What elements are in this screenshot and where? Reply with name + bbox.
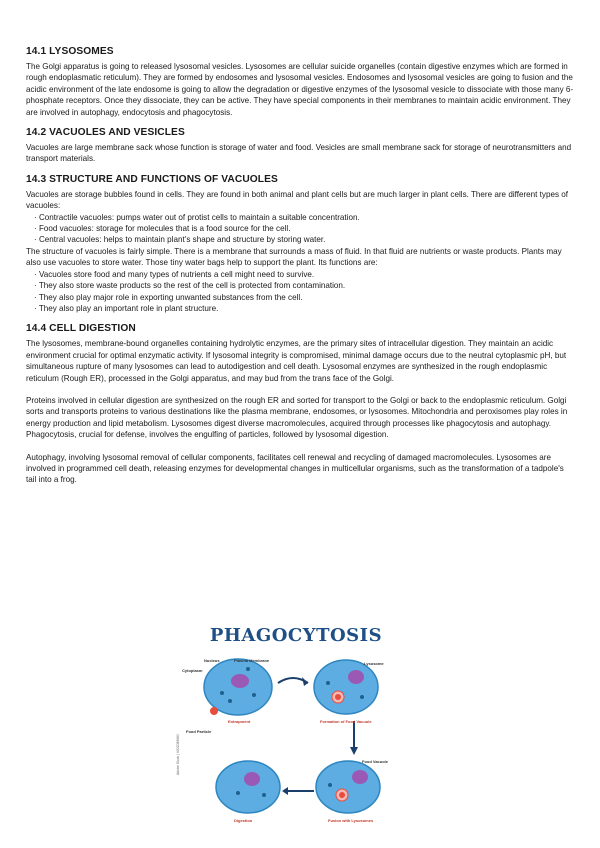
label-nucleus: Nucleus: [204, 658, 220, 663]
list-item: · They also play major role in exporting unwanted substances from the cell.: [34, 292, 576, 303]
section-vacuole-structure: [26, 174, 576, 314]
section-heading: 14.4 CELL DIGESTION: [26, 323, 136, 335]
paragraph: The lysosomes, membrane-bound organelles containing hydrolytic enzymes, are the primary sites of intracellular digestion. They maintain an acidic environment crucial for optimal enzymatic activity. If lysosomal integrity is compromised, minimal damage occurs due to the neutral cytoplasmic pH, but simultaneous rupture of many lysosomes can lead to autodigestion and cell death. Lysosomal enzymes are synthesized in the rough endoplasmic reticulum (Rough ER), processed in the Golgi apparatus, and may bud from the trans face of the Golgi.: [26, 339, 567, 383]
label-cytoplasm: Cytoplasm: [182, 668, 203, 673]
list-item: · Food vacuoles: storage for molecules that is a food source for the cell.: [34, 223, 576, 234]
paragraph: The structure of vacuoles is fairly simple. There is a membrane that surrounds a mass of fluid. In that fluid are nutrients or waste products. Plants may also use vacuoles to store water. Those tiny water bags help to support the plant. Its functions are:: [26, 246, 562, 268]
list-item: · Central vacuoles: helps to maintain plant’s shape and structure by storing water.: [34, 234, 576, 245]
paragraph: Vacuoles are large membrane sack whose function is storage of water and food. Vesicles are small membrane sack for storage of neurotransmitters and transport materials.: [26, 143, 572, 164]
paragraph: The Golgi apparatus is going to released lysosomal vesicles. Lysosomes are cellular suicide organelles (contain digestive enzymes which are formed in rough endoplasmatic reticulum). They are formed by endosomes and lysosomal vesicles. Endosomes and lysosomal vesicles are going to fusion and the acidic environment of the late endosome is going to allow the degradation or digestive enzymes of the lysosomal vesicle to dissociate with those many 6-phosphate receptors. Once they dissociate, they can be active. They have special components in their membranes to maintain acidic environment. They are involved in autophagy, endocytosis and phagocytosis.: [26, 62, 574, 117]
label-plasma-membrane: Plasma Membrane: [234, 658, 270, 663]
section-cell-digestion: [26, 323, 576, 485]
document-page: [26, 46, 576, 495]
section-heading: 14.1 LYSOSOMES: [26, 46, 114, 57]
vacuole-functions-list: [26, 269, 576, 315]
figure-title: PHAGOCYTOSIS: [209, 625, 383, 646]
list-item: · They also play an important role in plant structure.: [34, 303, 576, 314]
label-formation: Formation of Food Vacuole: [320, 719, 372, 724]
list-item: · Vacuoles store food and many types of nutrients a cell might need to survive.: [34, 269, 576, 280]
cell-entrapment: [204, 659, 272, 715]
paragraph: Autophagy, involving lysosomal removal of cellular components, facilitates cell renewal and recycling of damaged macromolecules. Lysosomes are involved in programmed cell death, releasing enzymes for developmental changes in multicellular organisms, such as the transformation of a tadpole's tail into a frog.: [26, 452, 564, 485]
vacuole-types-list: [26, 212, 576, 246]
cell-fusion: [316, 761, 380, 813]
phagocytosis-figure: [178, 625, 414, 830]
list-item: · They also store waste products so the rest of the cell is protected from contamination.: [34, 280, 576, 291]
label-fusion: Fusion with Lysosomes: [328, 818, 374, 823]
phagocytosis-diagram: [178, 625, 414, 830]
paragraph: Vacuoles are storage bubbles found in cells. They are found in both animal and plant cells but are much larger in plant cells. There are different types of vacuoles:: [26, 189, 569, 211]
section-heading: 14.2 VACUOLES AND VESICLES: [26, 127, 185, 139]
label-entrapment: Entrapment: [228, 719, 251, 724]
cell-digestion: [216, 761, 280, 813]
section-vacuoles-vesicles: [26, 127, 576, 165]
label-digestion: Digestion: [234, 818, 253, 823]
section-heading: 14.3 STRUCTURE AND FUNCTIONS OF VACUOLES: [26, 173, 278, 185]
label-food-vacuole: Food Vacuole: [362, 759, 389, 764]
cell-formation: [314, 660, 378, 714]
section-lysosomes: [26, 46, 576, 118]
list-item: · Contractile vacuoles: pumps water out of protist cells to maintain a suitable concentration.: [34, 212, 576, 223]
label-food-particle: Food Particle: [186, 729, 212, 734]
paragraph: Proteins involved in cellular digestion are synthesized on the rough ER and sorted for transport to the Golgi or back to the endoplasmic reticulum. Golgi sorts and transports proteins to various destinations like the plasma membrane, endosomes, or lysosomes. Mitochondria and peroxisomes play roles in energy production and lipid metabolism. Lysosomes digest diverse macromolecules, acquired through processes like phagocytosis and autophagy. Phagocytosis, crucial for defense, involves the engulfing of particles, followed by lysosomal digestion.: [26, 395, 568, 440]
watermark: Adobe Stock | #302089660: [176, 734, 180, 775]
label-lysosome: Lysosome: [364, 661, 384, 666]
